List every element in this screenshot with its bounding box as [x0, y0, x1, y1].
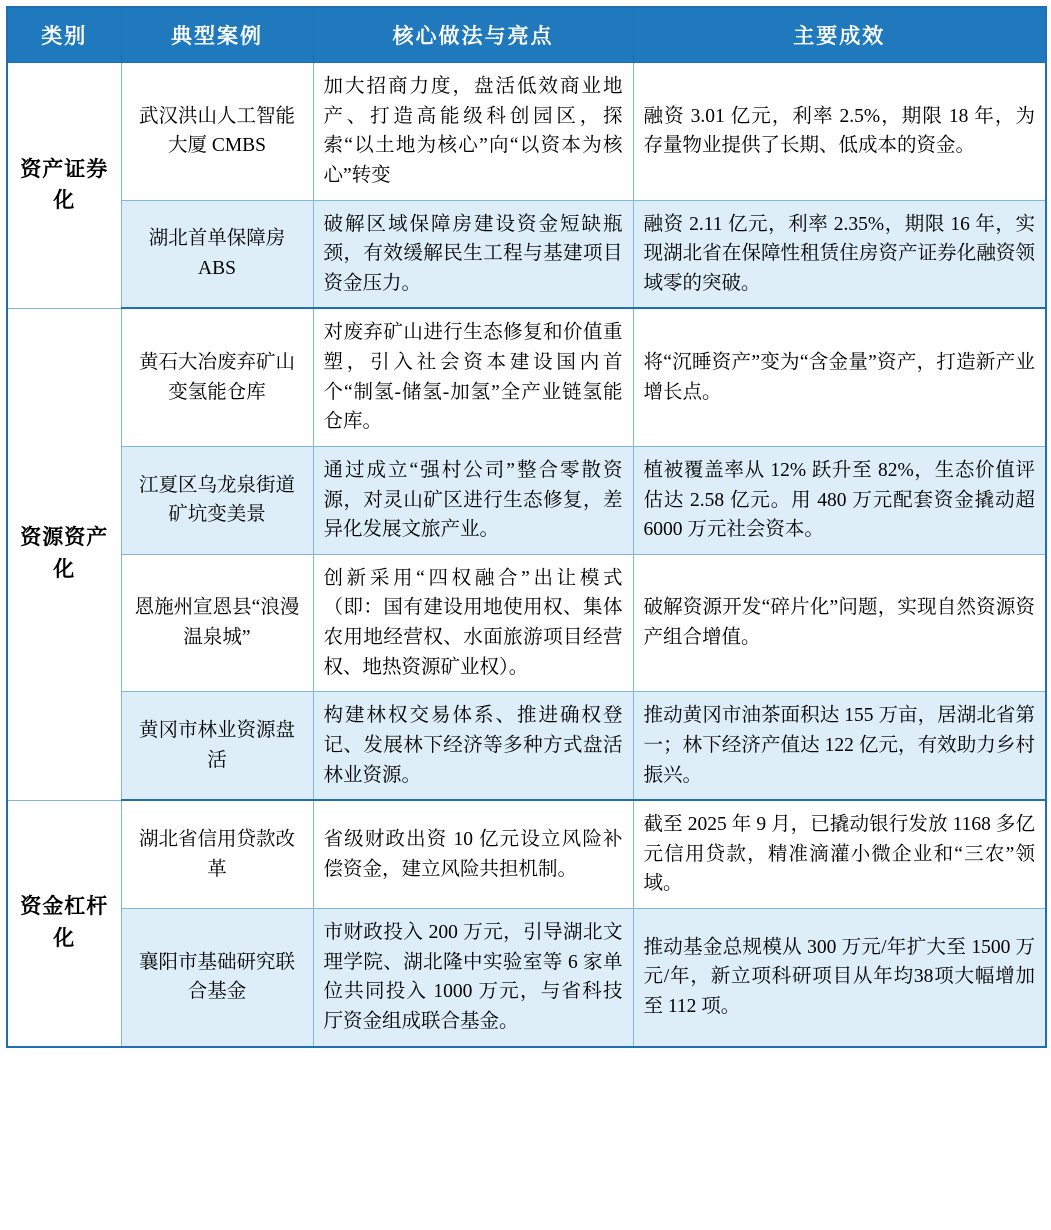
case-cell: 江夏区乌龙泉街道矿坑变美景 [121, 446, 313, 554]
practice-cell: 破解区域保障房建设资金短缺瓶颈，有效缓解民生工程与基建项目资金压力。 [313, 200, 633, 308]
table-row [7, 446, 1046, 554]
category-cell-asset-securitization: 资产证券化 [7, 63, 121, 309]
result-cell: 融资 2.11 亿元，利率 2.35%，期限 16 年，实现湖北省在保障性租赁住房资产证券化融资领域零的突破。 [633, 200, 1046, 308]
table-row [7, 63, 1046, 201]
table-body [7, 63, 1046, 1047]
category-cell-resource-assetization: 资源资产化 [7, 308, 121, 800]
result-cell: 将“沉睡资产”变为“含金量”资产，打造新产业增长点。 [633, 308, 1046, 446]
table-row [7, 909, 1046, 1047]
column-header-case: 典型案例 [121, 7, 313, 63]
practice-cell: 对废弃矿山进行生态修复和价值重塑，引入社会资本建设国内首个“制氢-储氢-加氢”全产业链氢能仓库。 [313, 308, 633, 446]
case-cell: 湖北省信用贷款改革 [121, 800, 313, 908]
header-row [7, 7, 1046, 63]
column-header-result: 主要成效 [633, 7, 1046, 63]
column-header-category: 类别 [7, 7, 121, 63]
practice-cell: 通过成立“强村公司”整合零散资源，对灵山矿区进行生态修复，差异化发展文旅产业。 [313, 446, 633, 554]
result-cell: 推动黄冈市油茶面积达 155 万亩，居湖北省第一；林下经济产值达 122 亿元，有效助力乡村振兴。 [633, 692, 1046, 800]
table-row [7, 692, 1046, 800]
result-cell: 植被覆盖率从 12% 跃升至 82%，生态价值评估达 2.58 亿元。用 480 万元配套资金撬动超 6000 万元社会资本。 [633, 446, 1046, 554]
practice-cell: 加大招商力度，盘活低效商业地产、打造高能级科创园区，探索“以土地为核心”向“以资本为核心”转变 [313, 63, 633, 201]
table-row [7, 200, 1046, 308]
column-header-practice: 核心做法与亮点 [313, 7, 633, 63]
table-header [7, 7, 1046, 63]
practice-cell: 构建林权交易体系、推进确权登记、发展林下经济等多种方式盘活林业资源。 [313, 692, 633, 800]
practice-cell: 省级财政出资 10 亿元设立风险补偿资金，建立风险共担机制。 [313, 800, 633, 908]
table-row [7, 554, 1046, 692]
table-row [7, 800, 1046, 908]
table-row [7, 308, 1046, 446]
practice-cell: 创新采用“四权融合”出让模式（即：国有建设用地使用权、集体农用地经营权、水面旅游项目经营权、地热资源矿业权）。 [313, 554, 633, 692]
case-cell: 武汉洪山人工智能大厦 CMBS [121, 63, 313, 201]
result-cell: 推动基金总规模从 300 万元/年扩大至 1500 万元/年，新立项科研项目从年均38项大幅增加至 112 项。 [633, 909, 1046, 1047]
case-table [6, 6, 1047, 1048]
case-cell: 襄阳市基础研究联合基金 [121, 909, 313, 1047]
case-cell: 湖北首单保障房 ABS [121, 200, 313, 308]
case-cell: 黄冈市林业资源盘活 [121, 692, 313, 800]
case-cell: 恩施州宣恩县“浪漫温泉城” [121, 554, 313, 692]
case-cell: 黄石大冶废弃矿山变氢能仓库 [121, 308, 313, 446]
result-cell: 截至 2025 年 9 月，已撬动银行发放 1168 多亿元信用贷款，精准滴灌小微企业和“三农”领域。 [633, 800, 1046, 908]
practice-cell: 市财政投入 200 万元，引导湖北文理学院、湖北隆中实验室等 6 家单位共同投入 1000 万元，与省科技厅资金组成联合基金。 [313, 909, 633, 1047]
result-cell: 融资 3.01 亿元，利率 2.5%，期限 18 年，为存量物业提供了长期、低成本的资金。 [633, 63, 1046, 201]
category-cell-capital-leverage: 资金杠杆化 [7, 800, 121, 1046]
result-cell: 破解资源开发“碎片化”问题，实现自然资源资产组合增值。 [633, 554, 1046, 692]
